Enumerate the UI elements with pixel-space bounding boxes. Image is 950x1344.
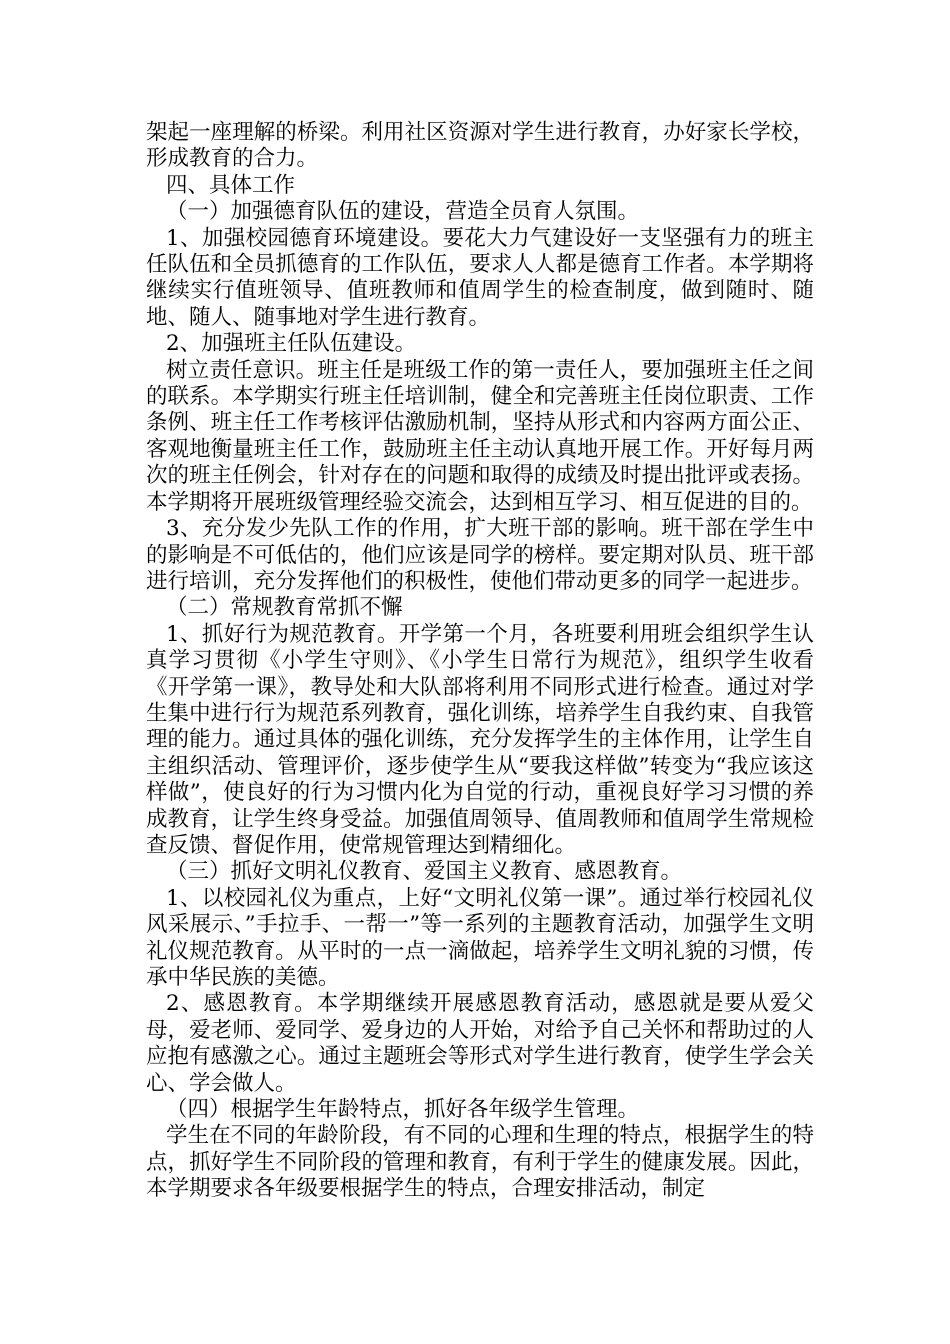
paragraph: 3、充分发少先队工作的作用，扩大班干部的影响。班干部在学生中的影响是不可低估的，他们应该是同学的榜样。要定期对队员、班干部进行培训，充分发挥他们的积极性，使他们带动更多的同学一起进步。 <box>146 516 814 594</box>
subsection-heading: （四）根据学生年龄特点，抓好各年级学生管理。 <box>165 1097 639 1123</box>
paragraph: 学生在不同的年龄阶段，有不同的心理和生理的特点，根据学生的特点，抓好学生不同阶段的管理和教育，有利于学生的健康发展。因此，本学期要求各年级要根据学生的特点，合理安排活动，制定 <box>146 1123 814 1202</box>
paragraph: 1、以校园礼仪为重点，上好“文明礼仪第一课”。通过举行校园礼仪风采展示、”手拉手、一帮一”等一系列的主题教育活动，加强学生文明礼仪规范教育。从平时的一点一滴做起，培养学生文明礼貌的习惯，传承中华民族的美德。 <box>146 885 814 990</box>
paragraph: 2、感恩教育。本学期继续开展感恩教育活动，感恩就是要从爱父母，爱老师、爱同学、爱身边的人开始，对给予自己关怀和帮助过的人应抱有感激之心。通过主题班会等形式对学生进行教育，使学生学会关心、学会做人。 <box>146 991 814 1096</box>
document-page <box>146 120 814 1203</box>
subsection-heading: （三）抓好文明礼仪教育、爱国主义教育、感恩教育。 <box>165 859 682 885</box>
subsection-heading: （一）加强德育队伍的建设，营造全员育人氛围。 <box>165 199 639 225</box>
subsection-heading: （二）常规教育常抓不懈 <box>165 595 403 621</box>
section-heading: 四、具体工作 <box>165 172 295 198</box>
paragraph: 架起一座理解的桥梁。利用社区资源对学生进行教育，办好家长学校，形成教育的合力。 <box>146 120 814 172</box>
paragraph: 1、抓好行为规范教育。开学第一个月，各班要利用班会组织学生认真学习贯彻《小学生守则》、《小学生日常行为规范》，组织学生收看《开学第一课》，教导处和大队部将利用不同形式进行检查。通过对学生集中进行行为规范系列教育，强化训练，培养学生自我约束、自我管理的能力。通过具体的强化训练，充分发挥学生的主体作用，让学生自主组织活动、管理评价，逐步使学生从“要我这样做”转变为“我应该这样做”，使良好的行为习惯内化为自觉的行动，重视良好学习习惯的养成教育，让学生终身受益。加强值周领导、值周教师和值周学生常规检查反馈、督促作用，使常规管理达到精细化。 <box>146 621 814 858</box>
paragraph: 1、加强校园德育环境建设。要花大力气建设好一支坚强有力的班主任队伍和全员抓德育的工作队伍，要求人人都是德育工作者。本学期将继续实行值班领导、值班教师和值周学生的检查制度，做到随时、随地、随人、随事地对学生进行教育。 <box>146 225 814 330</box>
paragraph: 2、加强班主任队伍建设。 <box>165 331 417 357</box>
paragraph: 树立责任意识。班主任是班级工作的第一责任人，要加强班主任之间的联系。本学期实行班主任培训制，健全和完善班主任岗位职责、工作条例、班主任工作考核评估激励机制，坚持从形式和内容两方面公正、客观地衡量班主任工作，鼓励班主任主动认真地开展工作。开好每月两次的班主任例会，针对存在的问题和取得的成绩及时提出批评或表扬。本学期将开展班级管理经验交流会，达到相互学习、相互促进的目的。 <box>146 357 814 515</box>
